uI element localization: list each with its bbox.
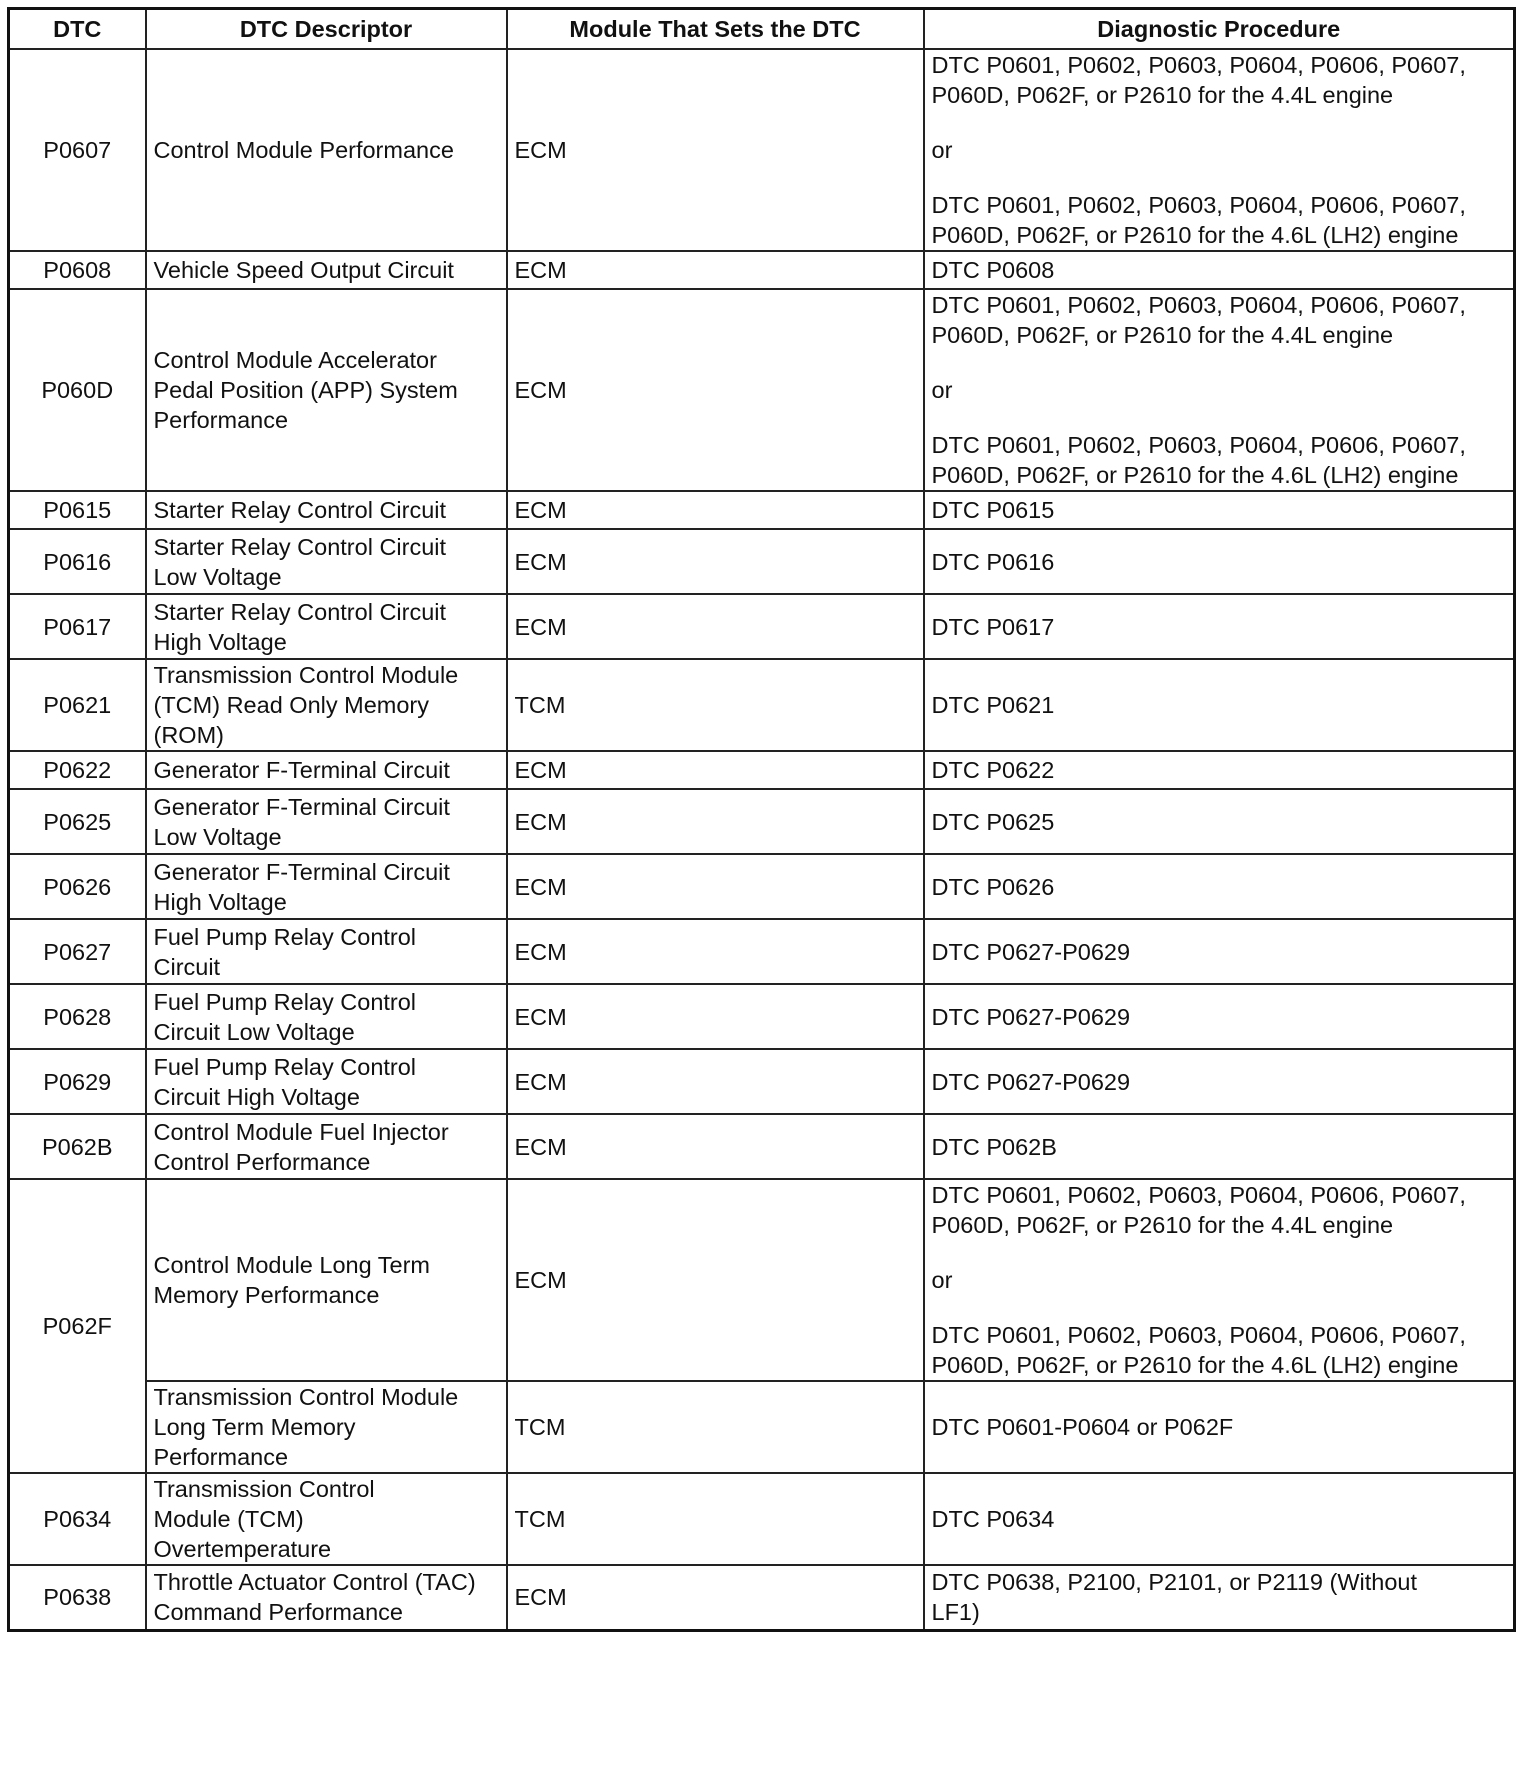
- module-cell: [507, 789, 924, 854]
- dtc-code: P0627: [43, 938, 112, 965]
- descriptor-line: Performance: [153, 407, 289, 433]
- procedure-line: DTC P0617: [931, 613, 1055, 640]
- descriptor-line: Generator F-Terminal Circuit: [153, 793, 450, 820]
- dtc-code: P0638: [43, 1584, 112, 1611]
- table-row: [9, 1114, 1515, 1179]
- diagnostic-procedure-cell: [924, 1049, 1515, 1114]
- module-cell: [507, 1381, 924, 1473]
- module-cell: [507, 289, 924, 491]
- procedure-line: LF1): [931, 1599, 980, 1626]
- descriptor-line: High Voltage: [153, 888, 287, 915]
- dtc-code-cell: [9, 1114, 146, 1179]
- descriptor-line: Starter Relay Control Circuit: [153, 533, 447, 560]
- descriptor-line: Overtemperature: [153, 1536, 332, 1562]
- descriptor-line: Low Voltage: [153, 563, 282, 590]
- descriptor-line: Pedal Position (APP) System: [153, 377, 458, 403]
- paragraph-gap: [932, 405, 1507, 430]
- dtc-code: P0626: [43, 873, 112, 900]
- module-value: ECM: [514, 613, 567, 640]
- descriptor-line: Transmission Control Module: [153, 1384, 459, 1410]
- module-cell: [507, 594, 924, 659]
- dtc-code: P0634: [43, 1506, 112, 1532]
- table-row: [9, 659, 1515, 751]
- procedure-line: DTC P0638, P2100, P2101, or P2119 (Without: [931, 1569, 1418, 1596]
- module-value: ECM: [514, 1003, 567, 1030]
- table-body: [9, 49, 1515, 1630]
- paragraph-gap: [932, 110, 1507, 135]
- module-cell: [507, 1049, 924, 1114]
- procedure-line: DTC P0626: [931, 873, 1055, 900]
- procedure-line: DTC P0621: [931, 692, 1055, 718]
- descriptor-line: Control Module Performance: [153, 137, 454, 163]
- dtc-descriptor-cell: [146, 659, 507, 751]
- descriptor-line: Command Performance: [153, 1599, 403, 1626]
- dtc-descriptor-cell: [146, 289, 507, 491]
- diagnostic-procedure-cell: [924, 919, 1515, 984]
- module-value: TCM: [514, 692, 566, 718]
- dtc-descriptor-cell: [146, 751, 507, 789]
- descriptor-line: Transmission Control: [153, 1476, 375, 1502]
- dtc-document: [7, 7, 1513, 1632]
- dtc-descriptor-cell: [146, 1049, 507, 1114]
- procedure-line: DTC P0622: [931, 757, 1055, 783]
- dtc-code-cell: [9, 529, 146, 594]
- dtc-descriptor-cell: [146, 594, 507, 659]
- descriptor-line: Memory Performance: [153, 1282, 380, 1308]
- table-row: [9, 594, 1515, 659]
- descriptor-line: Module (TCM): [153, 1506, 304, 1532]
- table-row: [9, 854, 1515, 919]
- descriptor-line: Circuit Low Voltage: [153, 1018, 355, 1045]
- paragraph-gap: [932, 1295, 1507, 1320]
- diagnostic-procedure-cell: [924, 251, 1515, 289]
- descriptor-line: Control Module Long Term: [153, 1252, 430, 1278]
- dtc-code-cell: [9, 289, 146, 491]
- dtc-code: P0608: [43, 257, 112, 283]
- descriptor-line: Generator F-Terminal Circuit: [153, 858, 450, 885]
- dtc-code-cell: [9, 251, 146, 289]
- paragraph-gap: [932, 165, 1507, 190]
- descriptor-line: Long Term Memory: [153, 1414, 356, 1440]
- procedure-line: DTC P0627-P0629: [931, 1068, 1131, 1095]
- module-value: ECM: [514, 548, 567, 575]
- dtc-code: P062F: [42, 1313, 112, 1339]
- descriptor-line: Control Module Fuel Injector: [153, 1118, 449, 1145]
- diagnostic-procedure-cell: [924, 1114, 1515, 1179]
- dtc-descriptor-cell: [146, 919, 507, 984]
- paragraph-gap: [932, 1240, 1507, 1265]
- diagnostic-procedure-cell: [924, 984, 1515, 1049]
- module-value: ECM: [514, 1068, 567, 1095]
- diagnostic-procedure-cell: [924, 1179, 1515, 1381]
- table-row: [9, 1179, 1515, 1381]
- dtc-descriptor-cell: [146, 49, 507, 251]
- dtc-code: P0621: [43, 692, 112, 718]
- module-cell: [507, 251, 924, 289]
- procedure-line: DTC P0616: [931, 548, 1055, 575]
- table-row: [9, 789, 1515, 854]
- diagnostic-procedure-cell: [924, 659, 1515, 751]
- procedure-line: DTC P0634: [931, 1506, 1055, 1532]
- diagnostic-procedure-cell: [924, 289, 1515, 491]
- dtc-code: P0625: [43, 808, 112, 835]
- table-row: [9, 251, 1515, 289]
- table-row: [9, 529, 1515, 594]
- procedure-line: P060D, P062F, or P2610 for the 4.4L engine: [931, 1212, 1394, 1238]
- procedure-line: or: [931, 137, 953, 163]
- table-row: [9, 49, 1515, 251]
- dtc-code: P0615: [43, 497, 112, 523]
- procedure-line: DTC P062B: [931, 1133, 1057, 1160]
- dtc-descriptor-cell: [146, 1114, 507, 1179]
- dtc-code: P062B: [41, 1133, 113, 1160]
- descriptor-line: Starter Relay Control Circuit: [153, 598, 447, 625]
- table-header-row: [9, 9, 1515, 50]
- descriptor-line: Fuel Pump Relay Control: [153, 988, 417, 1015]
- table-row: [9, 1565, 1515, 1630]
- descriptor-line: (ROM): [153, 722, 224, 748]
- descriptor-line: Transmission Control Module: [153, 662, 459, 688]
- dtc-descriptor-cell: [146, 1179, 507, 1381]
- procedure-line: P060D, P062F, or P2610 for the 4.6L (LH2) engine: [931, 462, 1459, 488]
- dtc-code-cell: [9, 751, 146, 789]
- procedure-line: or: [931, 1267, 953, 1293]
- dtc-descriptor-cell: [146, 251, 507, 289]
- module-cell: [507, 1565, 924, 1630]
- module-value: ECM: [514, 377, 567, 403]
- diagnostic-procedure-cell: [924, 1473, 1515, 1565]
- table-row: [9, 919, 1515, 984]
- descriptor-line: Starter Relay Control Circuit: [153, 497, 447, 523]
- diagnostic-procedure-cell: [924, 1381, 1515, 1473]
- dtc-code-cell: [9, 49, 146, 251]
- dtc-descriptor-cell: [146, 1565, 507, 1630]
- paragraph-gap: [932, 350, 1507, 375]
- diagnostic-procedure-cell: [924, 594, 1515, 659]
- procedure-line: DTC P0601, P0602, P0603, P0604, P0606, P0607,: [931, 1182, 1466, 1208]
- procedure-line: DTC P0627-P0629: [931, 1003, 1131, 1030]
- dtc-descriptor-cell: [146, 854, 507, 919]
- module-value: ECM: [514, 1133, 567, 1160]
- module-cell: [507, 854, 924, 919]
- descriptor-line: Generator F-Terminal Circuit: [153, 757, 450, 783]
- module-value: ECM: [514, 938, 567, 965]
- module-cell: [507, 1114, 924, 1179]
- dtc-descriptor-cell: [146, 529, 507, 594]
- procedure-line: P060D, P062F, or P2610 for the 4.4L engine: [931, 322, 1394, 348]
- table-row: [9, 1473, 1515, 1565]
- dtc-code-cell: [9, 789, 146, 854]
- descriptor-line: (TCM) Read Only Memory: [153, 692, 430, 718]
- module-value: ECM: [514, 1267, 567, 1293]
- procedure-line: or: [931, 377, 953, 403]
- header-dtc: DTC: [9, 9, 146, 50]
- module-cell: [507, 659, 924, 751]
- procedure-line: P060D, P062F, or P2610 for the 4.6L (LH2) engine: [931, 222, 1459, 248]
- descriptor-line: Throttle Actuator Control (TAC): [153, 1569, 476, 1596]
- module-value: TCM: [514, 1506, 566, 1532]
- module-value: ECM: [514, 757, 567, 783]
- dtc-code: P0607: [43, 137, 112, 163]
- dtc-code-cell: [9, 491, 146, 529]
- dtc-code-cell: [9, 919, 146, 984]
- dtc-code-cell: [9, 1473, 146, 1565]
- module-cell: [507, 919, 924, 984]
- diagnostic-procedure-cell: [924, 491, 1515, 529]
- dtc-code-cell: [9, 1049, 146, 1114]
- header-dtc-descriptor: DTC Descriptor: [146, 9, 507, 50]
- procedure-line: DTC P0601, P0602, P0603, P0604, P0606, P0607,: [931, 1322, 1466, 1348]
- descriptor-line: Circuit: [153, 953, 221, 980]
- table-row: [9, 984, 1515, 1049]
- procedure-line: DTC P0601-P0604 or P062F: [931, 1414, 1234, 1440]
- diagnostic-procedure-cell: [924, 1565, 1515, 1630]
- table-row: [9, 1381, 1515, 1473]
- dtc-code-cell: [9, 1565, 146, 1630]
- procedure-line: DTC P0601, P0602, P0603, P0604, P0606, P0607,: [931, 432, 1466, 458]
- module-cell: [507, 1473, 924, 1565]
- procedure-line: DTC P0615: [931, 497, 1055, 523]
- descriptor-line: Fuel Pump Relay Control: [153, 1053, 417, 1080]
- procedure-line: DTC P0625: [931, 808, 1055, 835]
- module-value: ECM: [514, 1584, 567, 1611]
- table-row: [9, 491, 1515, 529]
- dtc-code-cell: [9, 984, 146, 1049]
- module-cell: [507, 984, 924, 1049]
- dtc-code-cell: [9, 594, 146, 659]
- descriptor-line: Fuel Pump Relay Control: [153, 923, 417, 950]
- module-cell: [507, 751, 924, 789]
- table-row: [9, 289, 1515, 491]
- dtc-code: P0629: [43, 1068, 112, 1095]
- diagnostic-procedure-cell: [924, 789, 1515, 854]
- table-row: [9, 1049, 1515, 1114]
- diagnostic-procedure-cell: [924, 529, 1515, 594]
- dtc-code: P060D: [41, 377, 114, 403]
- procedure-line: P060D, P062F, or P2610 for the 4.4L engine: [931, 82, 1394, 108]
- dtc-descriptor-cell: [146, 789, 507, 854]
- procedure-line: P060D, P062F, or P2610 for the 4.6L (LH2) engine: [931, 1352, 1459, 1378]
- module-cell: [507, 529, 924, 594]
- dtc-descriptor-cell: [146, 491, 507, 529]
- procedure-line: DTC P0601, P0602, P0603, P0604, P0606, P0607,: [931, 292, 1466, 318]
- header-diagnostic-procedure: Diagnostic Procedure: [924, 9, 1515, 50]
- descriptor-line: Circuit High Voltage: [153, 1083, 360, 1110]
- dtc-code: P0616: [43, 548, 112, 575]
- descriptor-line: Control Performance: [153, 1148, 371, 1175]
- module-cell: [507, 491, 924, 529]
- descriptor-line: High Voltage: [153, 628, 287, 655]
- header-module: Module That Sets the DTC: [507, 9, 924, 50]
- dtc-code: P0622: [43, 757, 112, 783]
- module-value: ECM: [514, 873, 567, 900]
- module-value: ECM: [514, 808, 567, 835]
- module-cell: [507, 1179, 924, 1381]
- descriptor-line: Low Voltage: [153, 823, 282, 850]
- dtc-descriptor-cell: [146, 984, 507, 1049]
- dtc-code: P0628: [43, 1003, 112, 1030]
- table-row: [9, 751, 1515, 789]
- procedure-line: DTC P0601, P0602, P0603, P0604, P0606, P0607,: [931, 192, 1466, 218]
- descriptor-line: Vehicle Speed Output Circuit: [153, 257, 454, 283]
- descriptor-line: Performance: [153, 1444, 289, 1470]
- dtc-code-cell: [9, 854, 146, 919]
- module-cell: [507, 49, 924, 251]
- dtc-descriptor-cell: [146, 1473, 507, 1565]
- descriptor-line: Control Module Accelerator: [153, 347, 437, 373]
- procedure-line: DTC P0627-P0629: [931, 938, 1131, 965]
- module-value: ECM: [514, 257, 567, 283]
- dtc-code-cell: [9, 659, 146, 751]
- procedure-line: DTC P0601, P0602, P0603, P0604, P0606, P0607,: [931, 52, 1466, 78]
- diagnostic-procedure-cell: [924, 751, 1515, 789]
- procedure-line: DTC P0608: [931, 257, 1055, 283]
- dtc-table: [7, 7, 1516, 1632]
- module-value: ECM: [514, 497, 567, 523]
- module-value: ECM: [514, 137, 567, 163]
- dtc-descriptor-cell: [146, 1381, 507, 1473]
- diagnostic-procedure-cell: [924, 854, 1515, 919]
- diagnostic-procedure-cell: [924, 49, 1515, 251]
- module-value: TCM: [514, 1414, 566, 1440]
- dtc-code-cell: [9, 1179, 146, 1473]
- dtc-code: P0617: [43, 613, 112, 640]
